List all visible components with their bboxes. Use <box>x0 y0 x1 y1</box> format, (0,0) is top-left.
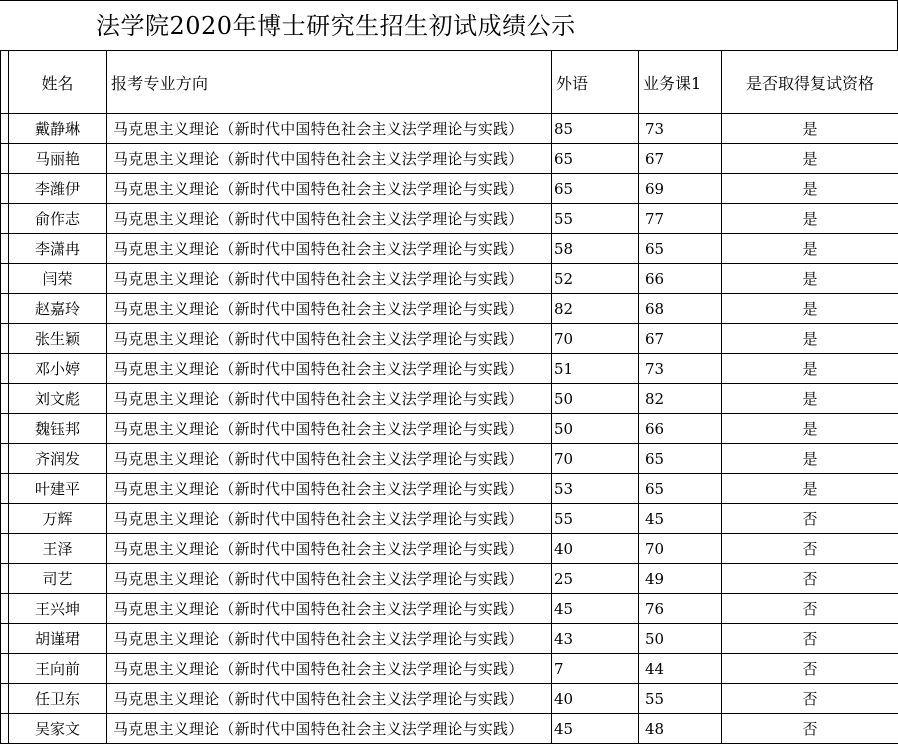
cell-major: 马克思主义理论（新时代中国特色社会主义法学理论与实践） <box>107 264 552 294</box>
row-gutter <box>1 444 9 474</box>
cell-course1: 66 <box>639 264 722 294</box>
row-gutter <box>1 534 9 564</box>
cell-qualified: 是 <box>722 324 898 354</box>
cell-name: 马丽艳 <box>9 144 107 174</box>
cell-name: 王泽 <box>9 534 107 564</box>
cell-foreign-language: 7 <box>552 654 639 684</box>
row-gutter <box>1 504 9 534</box>
cell-name: 闫荣 <box>9 264 107 294</box>
header-name: 姓名 <box>9 51 107 114</box>
cell-name: 吴家文 <box>9 714 107 744</box>
table-header-row <box>1 51 898 114</box>
cell-name: 刘文彪 <box>9 384 107 414</box>
cell-major: 马克思主义理论（新时代中国特色社会主义法学理论与实践） <box>107 354 552 384</box>
row-gutter <box>1 51 9 114</box>
cell-major: 马克思主义理论（新时代中国特色社会主义法学理论与实践） <box>107 594 552 624</box>
cell-course1: 76 <box>639 594 722 624</box>
cell-foreign-language: 52 <box>552 264 639 294</box>
cell-major: 马克思主义理论（新时代中国特色社会主义法学理论与实践） <box>107 234 552 264</box>
cell-name: 邓小婷 <box>9 354 107 384</box>
cell-foreign-language: 55 <box>552 504 639 534</box>
cell-name: 齐润发 <box>9 444 107 474</box>
table-row <box>1 144 898 174</box>
cell-major: 马克思主义理论（新时代中国特色社会主义法学理论与实践） <box>107 294 552 324</box>
cell-qualified: 是 <box>722 234 898 264</box>
table-row <box>1 384 898 414</box>
cell-course1: 67 <box>639 324 722 354</box>
row-gutter <box>1 264 9 294</box>
cell-course1: 45 <box>639 504 722 534</box>
row-gutter <box>1 474 9 504</box>
cell-qualified: 否 <box>722 594 898 624</box>
cell-qualified: 否 <box>722 654 898 684</box>
cell-course1: 67 <box>639 144 722 174</box>
cell-major: 马克思主义理论（新时代中国特色社会主义法学理论与实践） <box>107 414 552 444</box>
row-gutter <box>1 594 9 624</box>
table-row <box>1 714 898 744</box>
cell-name: 李潇冉 <box>9 234 107 264</box>
cell-foreign-language: 40 <box>552 684 639 714</box>
cell-qualified: 否 <box>722 684 898 714</box>
table-row <box>1 234 898 264</box>
cell-name: 俞作志 <box>9 204 107 234</box>
cell-qualified: 是 <box>722 204 898 234</box>
cell-course1: 82 <box>639 384 722 414</box>
cell-name: 张生颖 <box>9 324 107 354</box>
cell-qualified: 是 <box>722 264 898 294</box>
cell-course1: 55 <box>639 684 722 714</box>
cell-major: 马克思主义理论（新时代中国特色社会主义法学理论与实践） <box>107 204 552 234</box>
cell-foreign-language: 51 <box>552 354 639 384</box>
header-foreign-language: 外语 <box>552 51 639 114</box>
cell-course1: 70 <box>639 534 722 564</box>
cell-qualified: 是 <box>722 414 898 444</box>
cell-foreign-language: 82 <box>552 294 639 324</box>
cell-foreign-language: 70 <box>552 324 639 354</box>
row-gutter <box>1 204 9 234</box>
cell-foreign-language: 65 <box>552 144 639 174</box>
row-gutter <box>1 564 9 594</box>
cell-course1: 65 <box>639 474 722 504</box>
cell-foreign-language: 85 <box>552 114 639 144</box>
cell-name: 魏钰邦 <box>9 414 107 444</box>
cell-foreign-language: 40 <box>552 534 639 564</box>
table-row <box>1 114 898 144</box>
row-gutter <box>1 384 9 414</box>
cell-course1: 68 <box>639 294 722 324</box>
score-table <box>0 50 898 744</box>
header-major: 报考专业方向 <box>107 51 552 114</box>
row-gutter <box>1 114 9 144</box>
cell-course1: 73 <box>639 114 722 144</box>
row-gutter <box>1 624 9 654</box>
table-row <box>1 444 898 474</box>
cell-qualified: 否 <box>722 564 898 594</box>
table-row <box>1 354 898 384</box>
row-gutter <box>1 714 9 744</box>
cell-foreign-language: 25 <box>552 564 639 594</box>
page-title: 法学院2020年博士研究生招生初试成绩公示 <box>0 0 898 50</box>
cell-foreign-language: 45 <box>552 714 639 744</box>
cell-qualified: 是 <box>722 294 898 324</box>
cell-major: 马克思主义理论（新时代中国特色社会主义法学理论与实践） <box>107 384 552 414</box>
cell-name: 李潍伊 <box>9 174 107 204</box>
cell-major: 马克思主义理论（新时代中国特色社会主义法学理论与实践） <box>107 624 552 654</box>
row-gutter <box>1 414 9 444</box>
table-row <box>1 504 898 534</box>
table-row <box>1 324 898 354</box>
table-row <box>1 684 898 714</box>
table-row <box>1 594 898 624</box>
cell-major: 马克思主义理论（新时代中国特色社会主义法学理论与实践） <box>107 564 552 594</box>
cell-qualified: 是 <box>722 444 898 474</box>
cell-qualified: 是 <box>722 144 898 174</box>
row-gutter <box>1 234 9 264</box>
cell-major: 马克思主义理论（新时代中国特色社会主义法学理论与实践） <box>107 324 552 354</box>
cell-foreign-language: 58 <box>552 234 639 264</box>
row-gutter <box>1 294 9 324</box>
cell-foreign-language: 55 <box>552 204 639 234</box>
cell-qualified: 是 <box>722 474 898 504</box>
cell-major: 马克思主义理论（新时代中国特色社会主义法学理论与实践） <box>107 114 552 144</box>
row-gutter <box>1 174 9 204</box>
row-gutter <box>1 144 9 174</box>
table-row <box>1 474 898 504</box>
row-gutter <box>1 354 9 384</box>
cell-major: 马克思主义理论（新时代中国特色社会主义法学理论与实践） <box>107 654 552 684</box>
table-row <box>1 294 898 324</box>
row-gutter <box>1 654 9 684</box>
cell-course1: 69 <box>639 174 722 204</box>
header-qualified: 是否取得复试资格 <box>722 51 898 114</box>
cell-foreign-language: 45 <box>552 594 639 624</box>
cell-course1: 73 <box>639 354 722 384</box>
cell-foreign-language: 70 <box>552 444 639 474</box>
cell-name: 王兴坤 <box>9 594 107 624</box>
cell-major: 马克思主义理论（新时代中国特色社会主义法学理论与实践） <box>107 144 552 174</box>
cell-name: 王向前 <box>9 654 107 684</box>
table-row <box>1 204 898 234</box>
cell-name: 叶建平 <box>9 474 107 504</box>
cell-foreign-language: 50 <box>552 414 639 444</box>
cell-foreign-language: 43 <box>552 624 639 654</box>
row-gutter <box>1 324 9 354</box>
cell-major: 马克思主义理论（新时代中国特色社会主义法学理论与实践） <box>107 474 552 504</box>
table-row <box>1 564 898 594</box>
cell-course1: 66 <box>639 414 722 444</box>
table-row <box>1 654 898 684</box>
cell-major: 马克思主义理论（新时代中国特色社会主义法学理论与实践） <box>107 444 552 474</box>
cell-qualified: 否 <box>722 624 898 654</box>
header-course1: 业务课1 <box>639 51 722 114</box>
cell-foreign-language: 50 <box>552 384 639 414</box>
table-row <box>1 534 898 564</box>
cell-foreign-language: 53 <box>552 474 639 504</box>
cell-course1: 44 <box>639 654 722 684</box>
cell-major: 马克思主义理论（新时代中国特色社会主义法学理论与实践） <box>107 174 552 204</box>
cell-qualified: 否 <box>722 534 898 564</box>
cell-name: 任卫东 <box>9 684 107 714</box>
cell-course1: 48 <box>639 714 722 744</box>
cell-major: 马克思主义理论（新时代中国特色社会主义法学理论与实践） <box>107 504 552 534</box>
cell-qualified: 是 <box>722 354 898 384</box>
cell-qualified: 否 <box>722 504 898 534</box>
table-row <box>1 264 898 294</box>
table-body <box>1 51 898 744</box>
cell-qualified: 是 <box>722 114 898 144</box>
table-row <box>1 624 898 654</box>
cell-course1: 50 <box>639 624 722 654</box>
cell-qualified: 是 <box>722 174 898 204</box>
cell-name: 赵嘉玲 <box>9 294 107 324</box>
cell-name: 司艺 <box>9 564 107 594</box>
cell-course1: 65 <box>639 444 722 474</box>
cell-course1: 77 <box>639 204 722 234</box>
cell-name: 万辉 <box>9 504 107 534</box>
cell-course1: 65 <box>639 234 722 264</box>
cell-qualified: 是 <box>722 384 898 414</box>
table-row <box>1 414 898 444</box>
cell-name: 胡谨珺 <box>9 624 107 654</box>
cell-course1: 49 <box>639 564 722 594</box>
cell-major: 马克思主义理论（新时代中国特色社会主义法学理论与实践） <box>107 534 552 564</box>
cell-major: 马克思主义理论（新时代中国特色社会主义法学理论与实践） <box>107 684 552 714</box>
cell-major: 马克思主义理论（新时代中国特色社会主义法学理论与实践） <box>107 714 552 744</box>
cell-name: 戴静琳 <box>9 114 107 144</box>
row-gutter <box>1 684 9 714</box>
table-row <box>1 174 898 204</box>
cell-qualified: 否 <box>722 714 898 744</box>
cell-foreign-language: 65 <box>552 174 639 204</box>
